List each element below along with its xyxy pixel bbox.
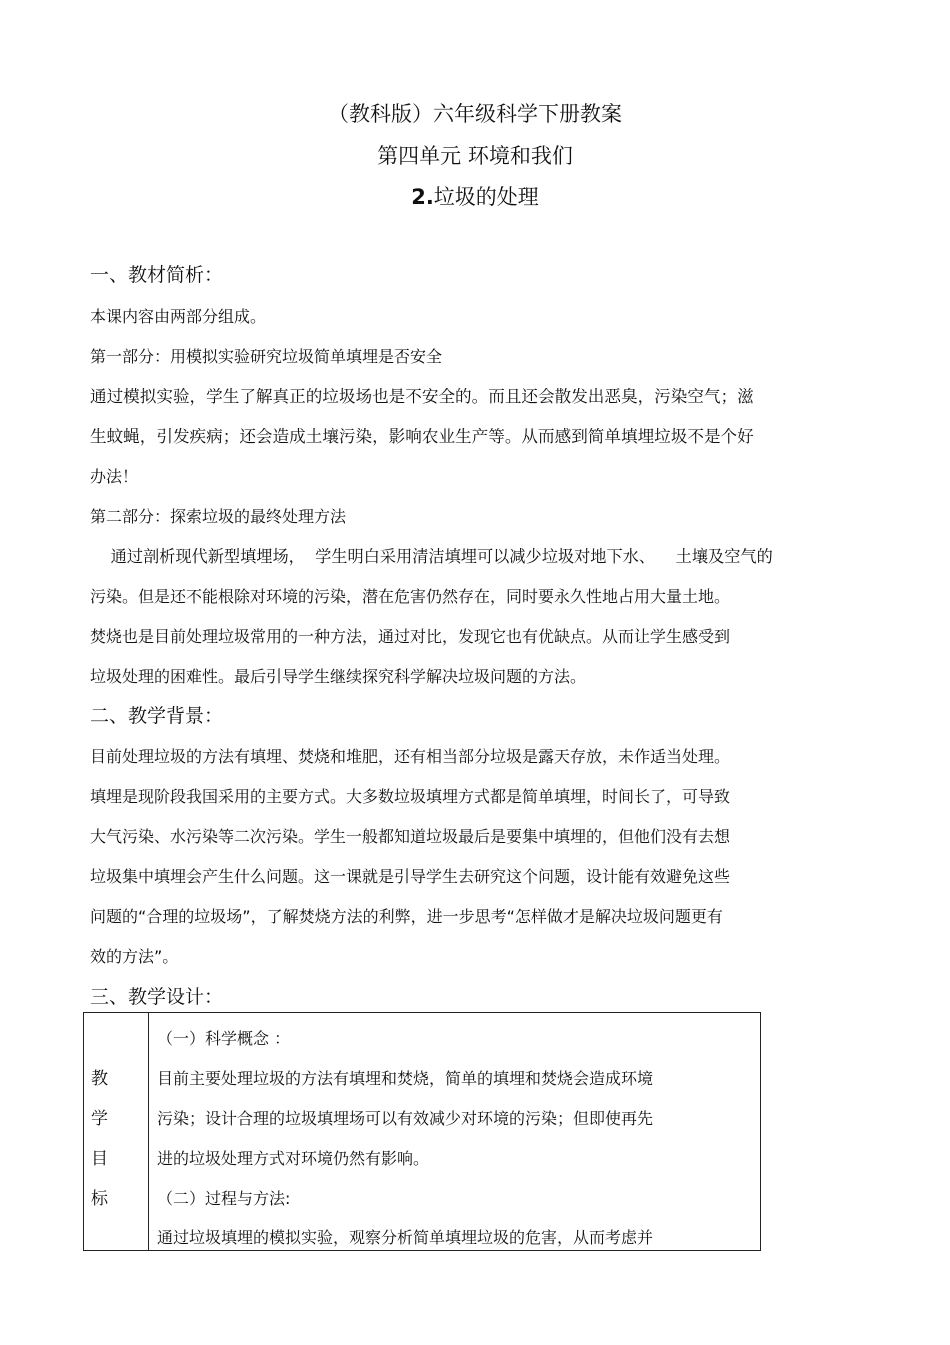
- paragraph-line: 第一部分：用模拟实验研究垃圾简单填埋是否安全: [90, 347, 443, 366]
- objectives-line: （二）过程与方法:: [157, 1189, 291, 1208]
- document-title: （教科版）六年级科学下册教案: [328, 102, 622, 126]
- lesson-title: [0, 187, 950, 208]
- paragraph-line: 大气污染、水污染等二次污染。学生一般都知道垃圾最后是要集中填埋的，但他们没有去想: [90, 827, 731, 846]
- paragraph-line: 生蚊蝇，引发疾病；还会造成土壤污染，影响农业生产等。从而感到简单填埋垃圾不是个好: [90, 427, 754, 446]
- lesson-name: 垃圾的处理: [433, 185, 539, 209]
- objectives-line: 进的垃圾处理方式对环境仍然有影响。: [157, 1149, 430, 1168]
- section-heading-materials: 一、教材简析：: [90, 264, 224, 286]
- section-heading-design: 三、教学设计：: [90, 986, 224, 1008]
- paragraph-line: 垃圾集中填埋会产生什么问题。这一课就是引导学生去研究这个问题，设计能有效避免这些: [90, 867, 731, 886]
- objectives-label-char: 学: [91, 1109, 108, 1129]
- lesson-number: 2.: [411, 185, 434, 209]
- unit-title: 第四单元 环境和我们: [377, 144, 573, 168]
- paragraph-line: 第二部分：探索垃圾的最终处理方法: [90, 507, 347, 526]
- paragraph-line: 效的方法”。: [90, 947, 179, 966]
- paragraph-line: 目前处理垃圾的方法有填埋、焚烧和堆肥，还有相当部分垃圾是露天存放，未作适当处理。: [90, 747, 731, 766]
- objectives-content-cell: [149, 1013, 761, 1251]
- paragraph-line: 填埋是现阶段我国采用的主要方式。大多数垃圾填埋方式都是简单填埋，时间长了，可导致: [90, 787, 731, 806]
- objectives-label-char: 教: [91, 1069, 108, 1089]
- paragraph-line: 通过剖析现代新型填埋场， 学生明白采用清洁填埋可以减少垃圾对地下水、 土壤及空气的: [90, 547, 773, 566]
- paragraph-line: 通过模拟实验，学生了解真正的垃圾场也是不安全的。而且还会散发出恶臭，污染空气；滋: [90, 387, 754, 406]
- paragraph-line: 焚烧也是目前处理垃圾常用的一种方法，通过对比，发现它也有优缺点。从而让学生感受到: [90, 627, 731, 646]
- objectives-line: 目前主要处理垃圾的方法有填埋和焚烧，简单的填埋和焚烧会造成环境: [157, 1069, 654, 1088]
- objectives-line: 污染；设计合理的垃圾填埋场可以有效减少对环境的污染；但即使再先: [157, 1109, 654, 1128]
- objectives-line: 通过垃圾填埋的模拟实验，观察分析简单填埋垃圾的危害，从而考虑并: [157, 1228, 654, 1247]
- paragraph-line: 办法！: [90, 467, 139, 486]
- paragraph-line: 问题的“合理的垃圾场”，了解焚烧方法的利弊，进一步思考“怎样做才是解决垃圾问题更有: [90, 907, 723, 926]
- objectives-line: （一）科学概念 ：: [157, 1029, 291, 1048]
- section-heading-background: 二、教学背景：: [90, 705, 224, 727]
- objectives-label-char: 目: [91, 1149, 108, 1169]
- objectives-label-cell: [84, 1013, 149, 1251]
- paragraph-line: 本课内容由两部分组成。: [90, 307, 267, 326]
- paragraph-line: 垃圾处理的困难性。最后引导学生继续探究科学解决垃圾问题的方法。: [90, 667, 587, 686]
- teaching-design-table: [83, 1012, 761, 1251]
- paragraph-line: 污染。但是还不能根除对环境的污染，潜在危害仍然存在，同时要永久性地占用大量土地。: [90, 587, 731, 606]
- objectives-label-char: 标: [91, 1189, 108, 1209]
